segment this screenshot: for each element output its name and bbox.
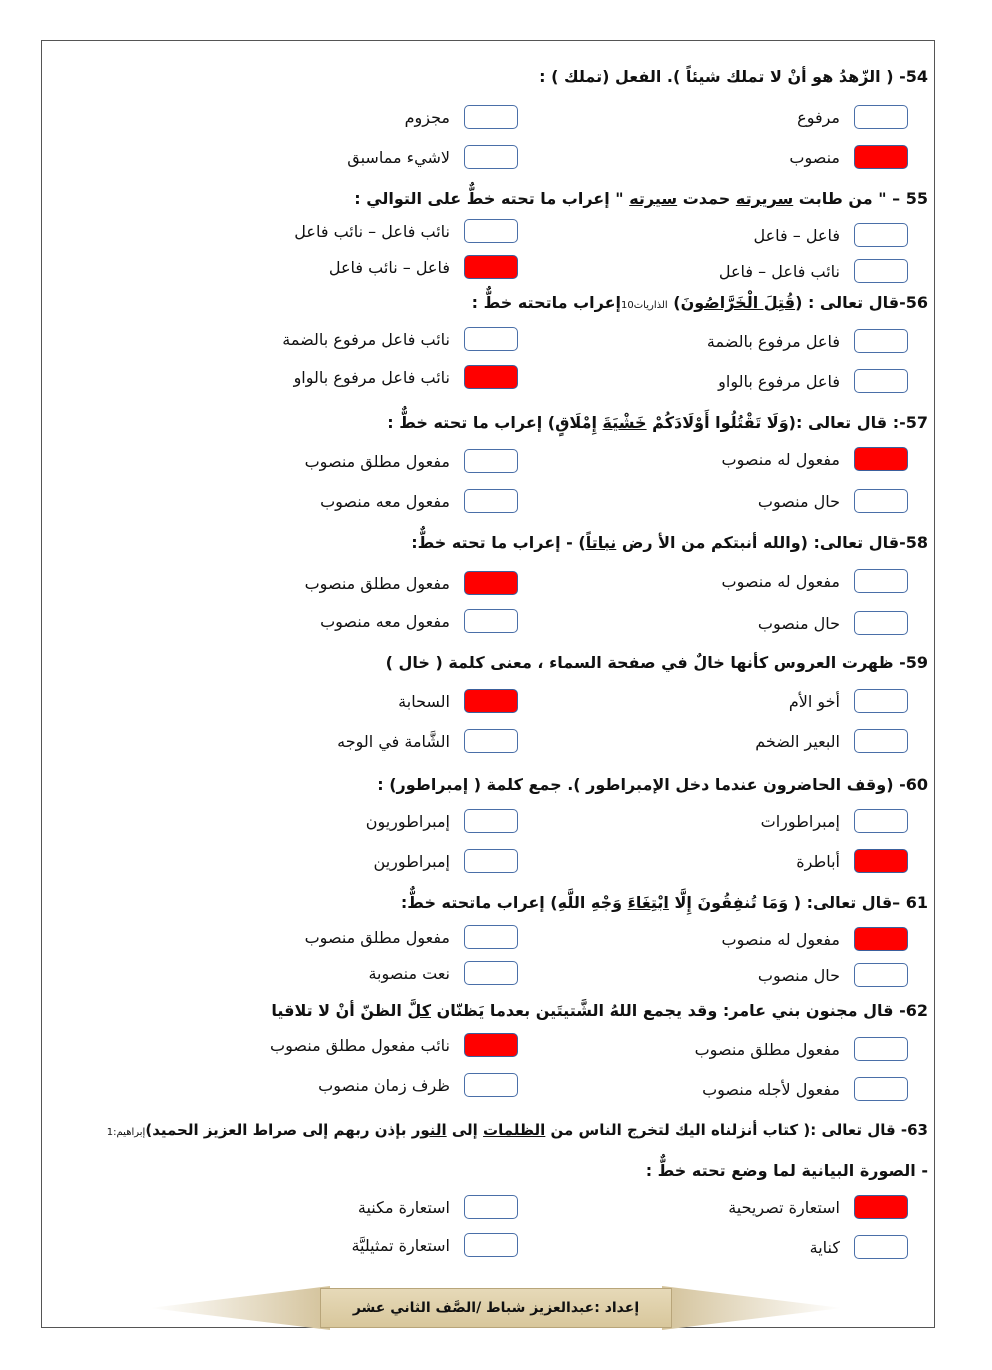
q62-option-1[interactable] [695, 1037, 908, 1061]
q57-option-3[interactable] [758, 489, 908, 513]
answer-box[interactable] [854, 329, 908, 353]
q59-option-1[interactable] [789, 689, 908, 713]
answer-box[interactable] [854, 1235, 908, 1259]
answer-box[interactable] [464, 449, 518, 473]
footer-credit: إعداد :عبدالعزيز شباط /الصَّف الثاني عشر [320, 1288, 672, 1328]
option-label: مفعول مطلق منصوب [304, 573, 450, 593]
option-label: مفعول معه منصوب [320, 491, 450, 511]
q63-option-2[interactable] [358, 1195, 518, 1219]
answer-box[interactable] [854, 689, 908, 713]
answer-box[interactable] [854, 1077, 908, 1101]
q62-option-4[interactable] [318, 1073, 518, 1097]
option-label: أباطرة [796, 851, 840, 871]
question-63-title: 63- قال تعالى :( كتاب أنزلناه اليك لتخرج الناس من الظلمات إلى النور بإذن ربهم إلى صراط العزيز الحميد)إبراهيم:1 [106, 1121, 928, 1139]
answer-box[interactable] [464, 489, 518, 513]
q55-option-2[interactable] [294, 219, 518, 243]
q57-option-4[interactable] [320, 489, 518, 513]
question-62-title: 62- قال مجنون بني عامر: وقد يجمع اللهُ الشَّتيتَين بعدما يَظنّان كلَّ الظنّ أنْ لا تلاقيا [271, 1001, 928, 1020]
option-label: حال منصوب [757, 491, 840, 511]
q63-option-4[interactable] [351, 1233, 518, 1257]
answer-box[interactable] [464, 925, 518, 949]
answer-box[interactable] [464, 219, 518, 243]
answer-box[interactable] [464, 961, 518, 985]
option-label: مفعول مطلق منصوب [304, 927, 450, 947]
q56-option-4[interactable] [294, 365, 518, 389]
q55-option-3[interactable] [719, 259, 908, 283]
q63-option-1[interactable] [728, 1195, 908, 1219]
question-54-title: 54- ( الزّهدُ هو أنْ لا تملك شيئاً ). الفعل (تملك ) : [539, 67, 928, 86]
option-label: حال منصوب [757, 613, 840, 633]
option-label: فاعل مرفوع بالواو [718, 371, 840, 391]
option-label: نائب مفعول مطلق منصوب [270, 1035, 450, 1055]
q56-option-2[interactable] [282, 327, 518, 351]
q55-option-1[interactable] [753, 223, 908, 247]
answer-box[interactable] [464, 729, 518, 753]
q60-option-3[interactable] [796, 849, 908, 873]
question-61-title: 61 –قال تعالى: ( وَمَا تُنفِقُونَ إِلَّا ابْتِغَاءَ وَجْهِ اللَّهِ) إعراب ماتحته خطٌّ: [400, 893, 928, 912]
option-label: فاعل – نائب فاعل [328, 257, 450, 277]
option-label: فاعل – فاعل [753, 225, 840, 245]
question-57-title: 57-: قال تعالى :(وَلَا تَقْتُلُوا أَوْلَادَكُمْ خَشْيَةَ إِمْلَاقٍ) إعراب ما تحته خطٌّ : [387, 413, 928, 432]
answer-box[interactable] [464, 809, 518, 833]
answer-box[interactable] [854, 223, 908, 247]
footer-ornament-right [662, 1286, 842, 1330]
answer-box[interactable] [464, 105, 518, 129]
answer-box-selected[interactable] [464, 1033, 518, 1057]
answer-box[interactable] [854, 489, 908, 513]
option-label: البعير الضخم [755, 731, 840, 751]
option-label: نائب فاعل مرفوع بالواو [293, 367, 450, 387]
option-label: استعارة مكنية [357, 1197, 450, 1217]
q57-option-2[interactable] [305, 449, 518, 473]
option-label: لاشيء مماسبق [347, 147, 450, 167]
option-label: مفعول له منصوب [721, 449, 840, 469]
q59-option-2[interactable] [398, 689, 518, 713]
option-label: نائب فاعل – فاعل [718, 261, 840, 281]
q60-option-4[interactable] [374, 849, 518, 873]
answer-box-selected[interactable] [464, 365, 518, 389]
q56-option-1[interactable] [707, 329, 908, 353]
option-label: مفعول معه منصوب [320, 611, 450, 631]
option-label: كناية [809, 1237, 840, 1257]
option-label: مفعول له منصوب [721, 571, 840, 591]
option-label: مفعول مطلق منصوب [304, 451, 450, 471]
q58-option-3[interactable] [758, 611, 908, 635]
q58-option-1[interactable] [722, 569, 909, 593]
question-60-title: 60- (وقف الحاضرون عندما دخل الإمبراطور ). جمع كلمة ( إمبراطور) : [377, 775, 928, 794]
option-label: إمبراطورين [373, 851, 450, 871]
q59-option-4[interactable] [337, 729, 518, 753]
answer-box[interactable] [854, 369, 908, 393]
question-58-title: 58-قال تعالى: (والله أنبتكم من الأ رض نباتاً) - إعراب ما تحته خطٌّ: [411, 533, 928, 552]
option-label: أخو الأم [788, 691, 840, 711]
q54-option-4[interactable] [347, 145, 518, 169]
option-label: حال منصوب [757, 965, 840, 985]
option-label: نائب فاعل مرفوع بالضمة [282, 329, 450, 349]
answer-box-selected[interactable] [854, 447, 908, 471]
option-label: استعارة تمثيليَّة [351, 1235, 450, 1255]
q62-option-2[interactable] [270, 1033, 518, 1057]
q54-option-2[interactable] [405, 105, 518, 129]
q58-option-2[interactable] [305, 571, 518, 595]
answer-box[interactable] [464, 1073, 518, 1097]
option-label: إمبراطوريون [365, 811, 450, 831]
answer-box-selected[interactable] [464, 255, 518, 279]
q61-option-3[interactable] [758, 963, 908, 987]
q60-option-1[interactable] [761, 809, 908, 833]
option-label: فاعل مرفوع بالضمة [706, 331, 840, 351]
answer-box-selected[interactable] [854, 1195, 908, 1219]
option-label: إمبراطورات [760, 811, 840, 831]
q60-option-2[interactable] [366, 809, 518, 833]
answer-box[interactable] [464, 1195, 518, 1219]
footer [150, 1282, 842, 1332]
q62-option-3[interactable] [702, 1077, 908, 1101]
q58-option-4[interactable] [320, 609, 518, 633]
option-label: مفعول له منصوب [721, 929, 840, 949]
answer-box-selected[interactable] [464, 689, 518, 713]
option-label: مفعول لأجله منصوب [702, 1079, 840, 1099]
question-59-title: 59- ظهرت العروس كأنها خالٌ في صفحة السماء ، معنى كلمة ( خال ) [385, 653, 928, 672]
option-label: نائب فاعل – نائب فاعل [294, 221, 450, 241]
answer-box-selected[interactable] [854, 927, 908, 951]
question-63-subtitle: - الصورة البيانية لما وضع تحته خطٌّ : [645, 1161, 928, 1180]
answer-box[interactable] [464, 145, 518, 169]
option-label: مفعول مطلق منصوب [694, 1039, 840, 1059]
option-label: منصوب [789, 147, 840, 167]
option-label: مرفوع [797, 107, 840, 127]
q54-option-1[interactable] [797, 105, 908, 129]
q55-option-4[interactable] [329, 255, 518, 279]
answer-box-selected[interactable] [464, 571, 518, 595]
q63-option-3[interactable] [810, 1235, 908, 1259]
footer-ornament-left [150, 1286, 330, 1330]
q61-option-1[interactable] [722, 927, 909, 951]
answer-box[interactable] [464, 609, 518, 633]
answer-box[interactable] [854, 809, 908, 833]
answer-box[interactable] [854, 1037, 908, 1061]
option-label: نعت منصوبة [368, 963, 450, 983]
option-label: الشَّامة في الوجه [337, 731, 450, 751]
answer-box[interactable] [464, 849, 518, 873]
q56-option-3[interactable] [718, 369, 908, 393]
question-55-title: 55 – " من طابت سريرته حمدت سيرته " إعراب ما تحته خطٌّ على التوالي : [354, 189, 928, 208]
answer-box[interactable] [854, 105, 908, 129]
option-label: استعارة تصريحية [728, 1197, 840, 1217]
option-label: السحابة [398, 691, 450, 711]
q57-option-1[interactable] [722, 447, 909, 471]
option-label: مجزوم [404, 107, 450, 127]
answer-box-selected[interactable] [854, 849, 908, 873]
answer-box-selected[interactable] [854, 145, 908, 169]
answer-box[interactable] [464, 327, 518, 351]
answer-box[interactable] [854, 611, 908, 635]
answer-box[interactable] [854, 963, 908, 987]
exam-page [41, 40, 935, 1328]
q59-option-3[interactable] [755, 729, 908, 753]
answer-box[interactable] [854, 569, 908, 593]
q61-option-2[interactable] [305, 925, 518, 949]
q54-option-3[interactable] [789, 145, 908, 169]
answer-box[interactable] [854, 259, 908, 283]
option-label: ظرف زمان منصوب [318, 1075, 450, 1095]
q61-option-4[interactable] [368, 961, 518, 985]
question-56-title: 56-قال تعالى : (قُتِلَ الْخَرَّاصُونَ) الذاريات10إعراب ماتحته خطٌّ : [471, 293, 928, 312]
answer-box[interactable] [464, 1233, 518, 1257]
answer-box[interactable] [854, 729, 908, 753]
